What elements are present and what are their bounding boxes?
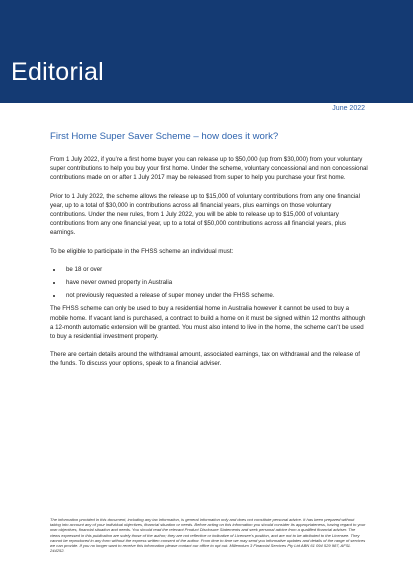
list-item: • not previously requested a release of super money under the FHSS scheme. bbox=[63, 291, 368, 300]
paragraph-eligibility: To be eligible to participate in the FHSS scheme an individual must: bbox=[50, 247, 234, 255]
paragraph-details: There are certain details around the withdrawal amount, associated earnings, tax on withdrawal and the release of the funds. To discuss your options, speak to a financial adviser. bbox=[50, 351, 360, 368]
article-body bbox=[50, 155, 368, 378]
header-banner bbox=[0, 0, 413, 103]
article-heading: First Home Super Saver Scheme – how does it work? bbox=[50, 131, 279, 142]
list-item: • have never owned property in Australia bbox=[63, 278, 368, 287]
publication-date: June 2022 bbox=[332, 105, 365, 112]
banner-title: Editorial bbox=[11, 58, 105, 86]
disclaimer-text: The information provided in this document, including any tax information, is general information only and does not constitute personal advice. It has been prepared without taking into account any of your individual objectives, financial situation or needs. Before acting on this information you should consider its appropriateness, having regard to your own objectives, financial situation and needs. You should read the relevant Product Disclosure Statements and seek personal advice from a qualified financial adviser. The views expressed in this publication are solely those of the author; they are not reflective or indicative of Licensee’s position, and are not to be attributed to the Licensee. They cannot be reproduced in any form without the express written consent of the author. From time to time we may send you informative updates and details of the range of services we can provide. If you no longer want to receive this information please contact our office to opt out. Millennium 3 Financial Services Pty Ltd ABN 61 094 529 987, AFSL 244252. bbox=[50, 517, 366, 554]
eligibility-list bbox=[50, 265, 368, 300]
paragraph-intro: From 1 July 2022, if you’re a first home buyer you can release up to $50,000 (up from $30,000) from your voluntary super contributions to help you buy your first home. Under the scheme, voluntary concessional and non concessional contributions made on or after 1 July 2017 may be released from super to help you purchase your first home. bbox=[50, 156, 368, 182]
paragraph-prior-rules: Prior to 1 July 2022, the scheme allows the release up to $15,000 of voluntary contributions from any one financial year, up to a total of $30,000 in contributions across all financial years, plus earnings on those voluntary contributions. Under the new rules, from 1 July 2022, you will be able to release up to $15,000 of voluntary contributions from any one financial year, up to a total of $50,000 contributions across all financial years, plus earnings. bbox=[50, 192, 360, 237]
paragraph-usage: The FHSS scheme can only be used to buy a residential home in Australia however it cannot be used to buy a mobile home. If vacant land is purchased, a contract to build a home on it must be signed within 12 months although a 12-month automatic extension will be granted. You must also intend to live in the home, the scheme can’t be used to buy a residential investment property. bbox=[50, 305, 366, 340]
list-item: • be 18 or over bbox=[63, 265, 368, 274]
